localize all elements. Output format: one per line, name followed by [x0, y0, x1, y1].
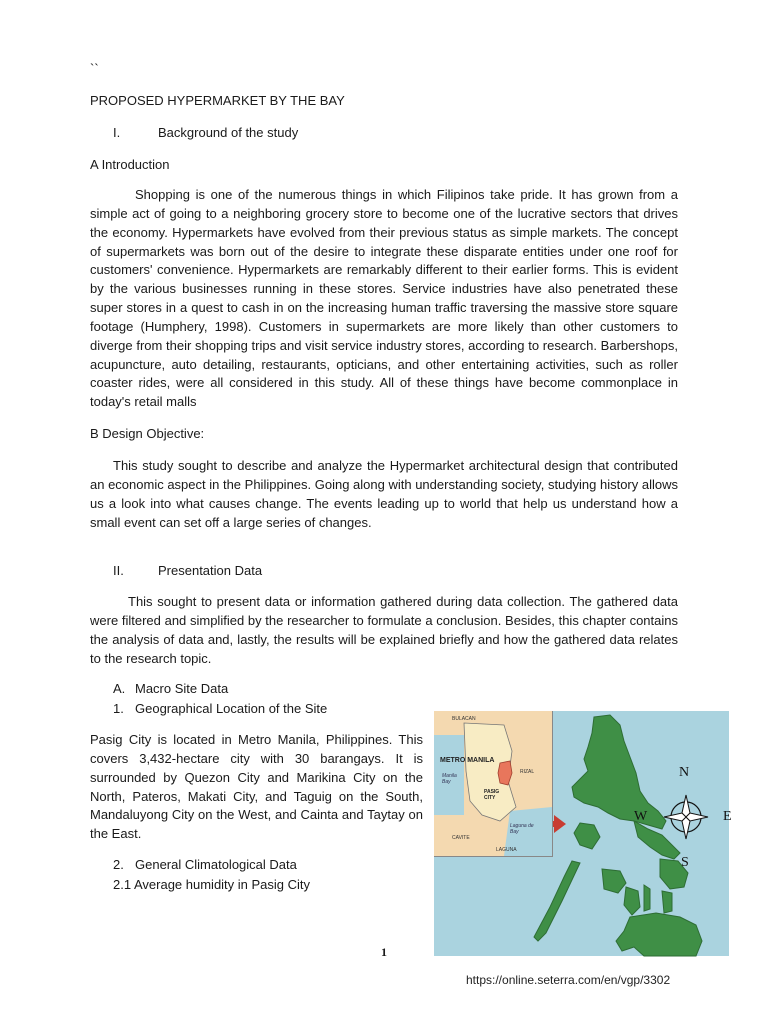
humidity-item-label: 2.1 Average humidity in Pasig City — [113, 877, 311, 892]
inset-laguna-bay-label: Laguna de Bay — [510, 823, 534, 835]
header-mark: `` — [90, 61, 99, 76]
introduction-heading: A Introduction — [90, 157, 170, 172]
section-1-heading: Background of the study — [158, 125, 299, 140]
introduction-paragraph: Shopping is one of the numerous things in which Filipinos take pride. It has grown from a simple act of going to a neighboring grocery store to become one of the lucrative sectors that drives the economy. Hypermarkets have evolved from their previous status as simple markets. The concept of supermarkets was born out of the desire to integrate these disparate entities under one roof for customers' convenience. Hypermarkets are remarkably different to their earlier forms. This is evident by the various businesses running in these stores. Service industries have also penetrated these super stores in a quest to cash in on the increasing human traffic traversing the massive store square footage (Humphery, 1998). Customers in supermarkets are more likely than other customers to diverge from their shopping trips and visit service industry stores, according to research. Barbershops, acupuncture, auto detailing, restaurants, opticians, and other entertaining activities, such as roller coaster rides, were all considered in this study. All of these things have become commonplace in today's retail malls — [90, 187, 678, 410]
inset-cavite-label: CAVITE — [452, 835, 470, 841]
leyte-landmass — [662, 891, 672, 913]
presentation-paragraph: This sought to present data or information gathered during data collection. The gathered data were filtered and simplified by the researcher to formulate a conclusion. Besides, this chapter contains the analysis of data and, lastly, the results will be explained briefly and how the gathered data relates to the research topic. — [90, 594, 678, 666]
pasig-paragraph: Pasig City is located in Metro Manila, Philippines. This covers 3,432-hectare city with 30 barangays. It is surrounded by Quezon City and Marikina City on the North, Pateros, Makati City, and Taguig on the South, Mandaluyong City on the West, and Cainta and Taytay on the East. — [90, 732, 423, 842]
compass-west-label: W — [634, 809, 648, 824]
section-2-number: II. — [113, 563, 124, 578]
negros-landmass — [624, 887, 640, 915]
inset-bulacan-label: BULACAN — [452, 716, 476, 722]
climate-item-number: 2. — [113, 857, 124, 872]
inset-laguna-label: LAGUNA — [496, 847, 517, 853]
palawan-landmass — [534, 861, 580, 941]
design-objective-paragraph: This study sought to describe and analyze the Hypermarket architectural design that contributed an economic aspect in the Philippines. Going along with understanding society, studying history allows us a look into what causes change. The events leading up to world that help us understand how a small event can set off a large series of changes. — [90, 458, 678, 530]
compass-rose — [664, 795, 708, 839]
compass-east-label: E — [723, 809, 732, 824]
metro-manila-inset — [434, 711, 553, 857]
panay-landmass — [602, 869, 626, 893]
compass-north-label: N — [679, 765, 690, 780]
pasig-city-shape — [498, 761, 512, 785]
geo-item-number: 1. — [113, 701, 124, 716]
image-source-link[interactable]: https://online.seterra.com/en/vgp/3302 — [466, 973, 671, 987]
macro-heading-number: A. — [113, 681, 126, 696]
climate-item-label: General Climatological Data — [135, 857, 297, 872]
macro-heading: Macro Site Data — [135, 681, 229, 696]
mindoro-landmass — [574, 823, 600, 849]
section-2-heading: Presentation Data — [158, 563, 263, 578]
philippines-map — [434, 711, 732, 956]
inset-rizal-label: RIZAL — [520, 769, 535, 775]
mindanao-landmass — [616, 913, 702, 956]
design-objective-heading: B Design Objective: — [90, 426, 205, 441]
section-1-number: I. — [113, 125, 121, 140]
geo-item-label: Geographical Location of the Site — [135, 701, 328, 716]
inset-pasig-label: PASIG CITY — [484, 789, 500, 801]
page-number: 1 — [381, 945, 387, 959]
compass-south-label: S — [681, 855, 689, 870]
inset-manila-bay-label: Manila Bay — [442, 773, 457, 785]
document-title: PROPOSED HYPERMARKET BY THE BAY — [90, 93, 345, 108]
cebu-landmass — [644, 885, 650, 911]
inset-title: METRO MANILA — [440, 757, 495, 764]
luzon-landmass — [572, 715, 666, 829]
